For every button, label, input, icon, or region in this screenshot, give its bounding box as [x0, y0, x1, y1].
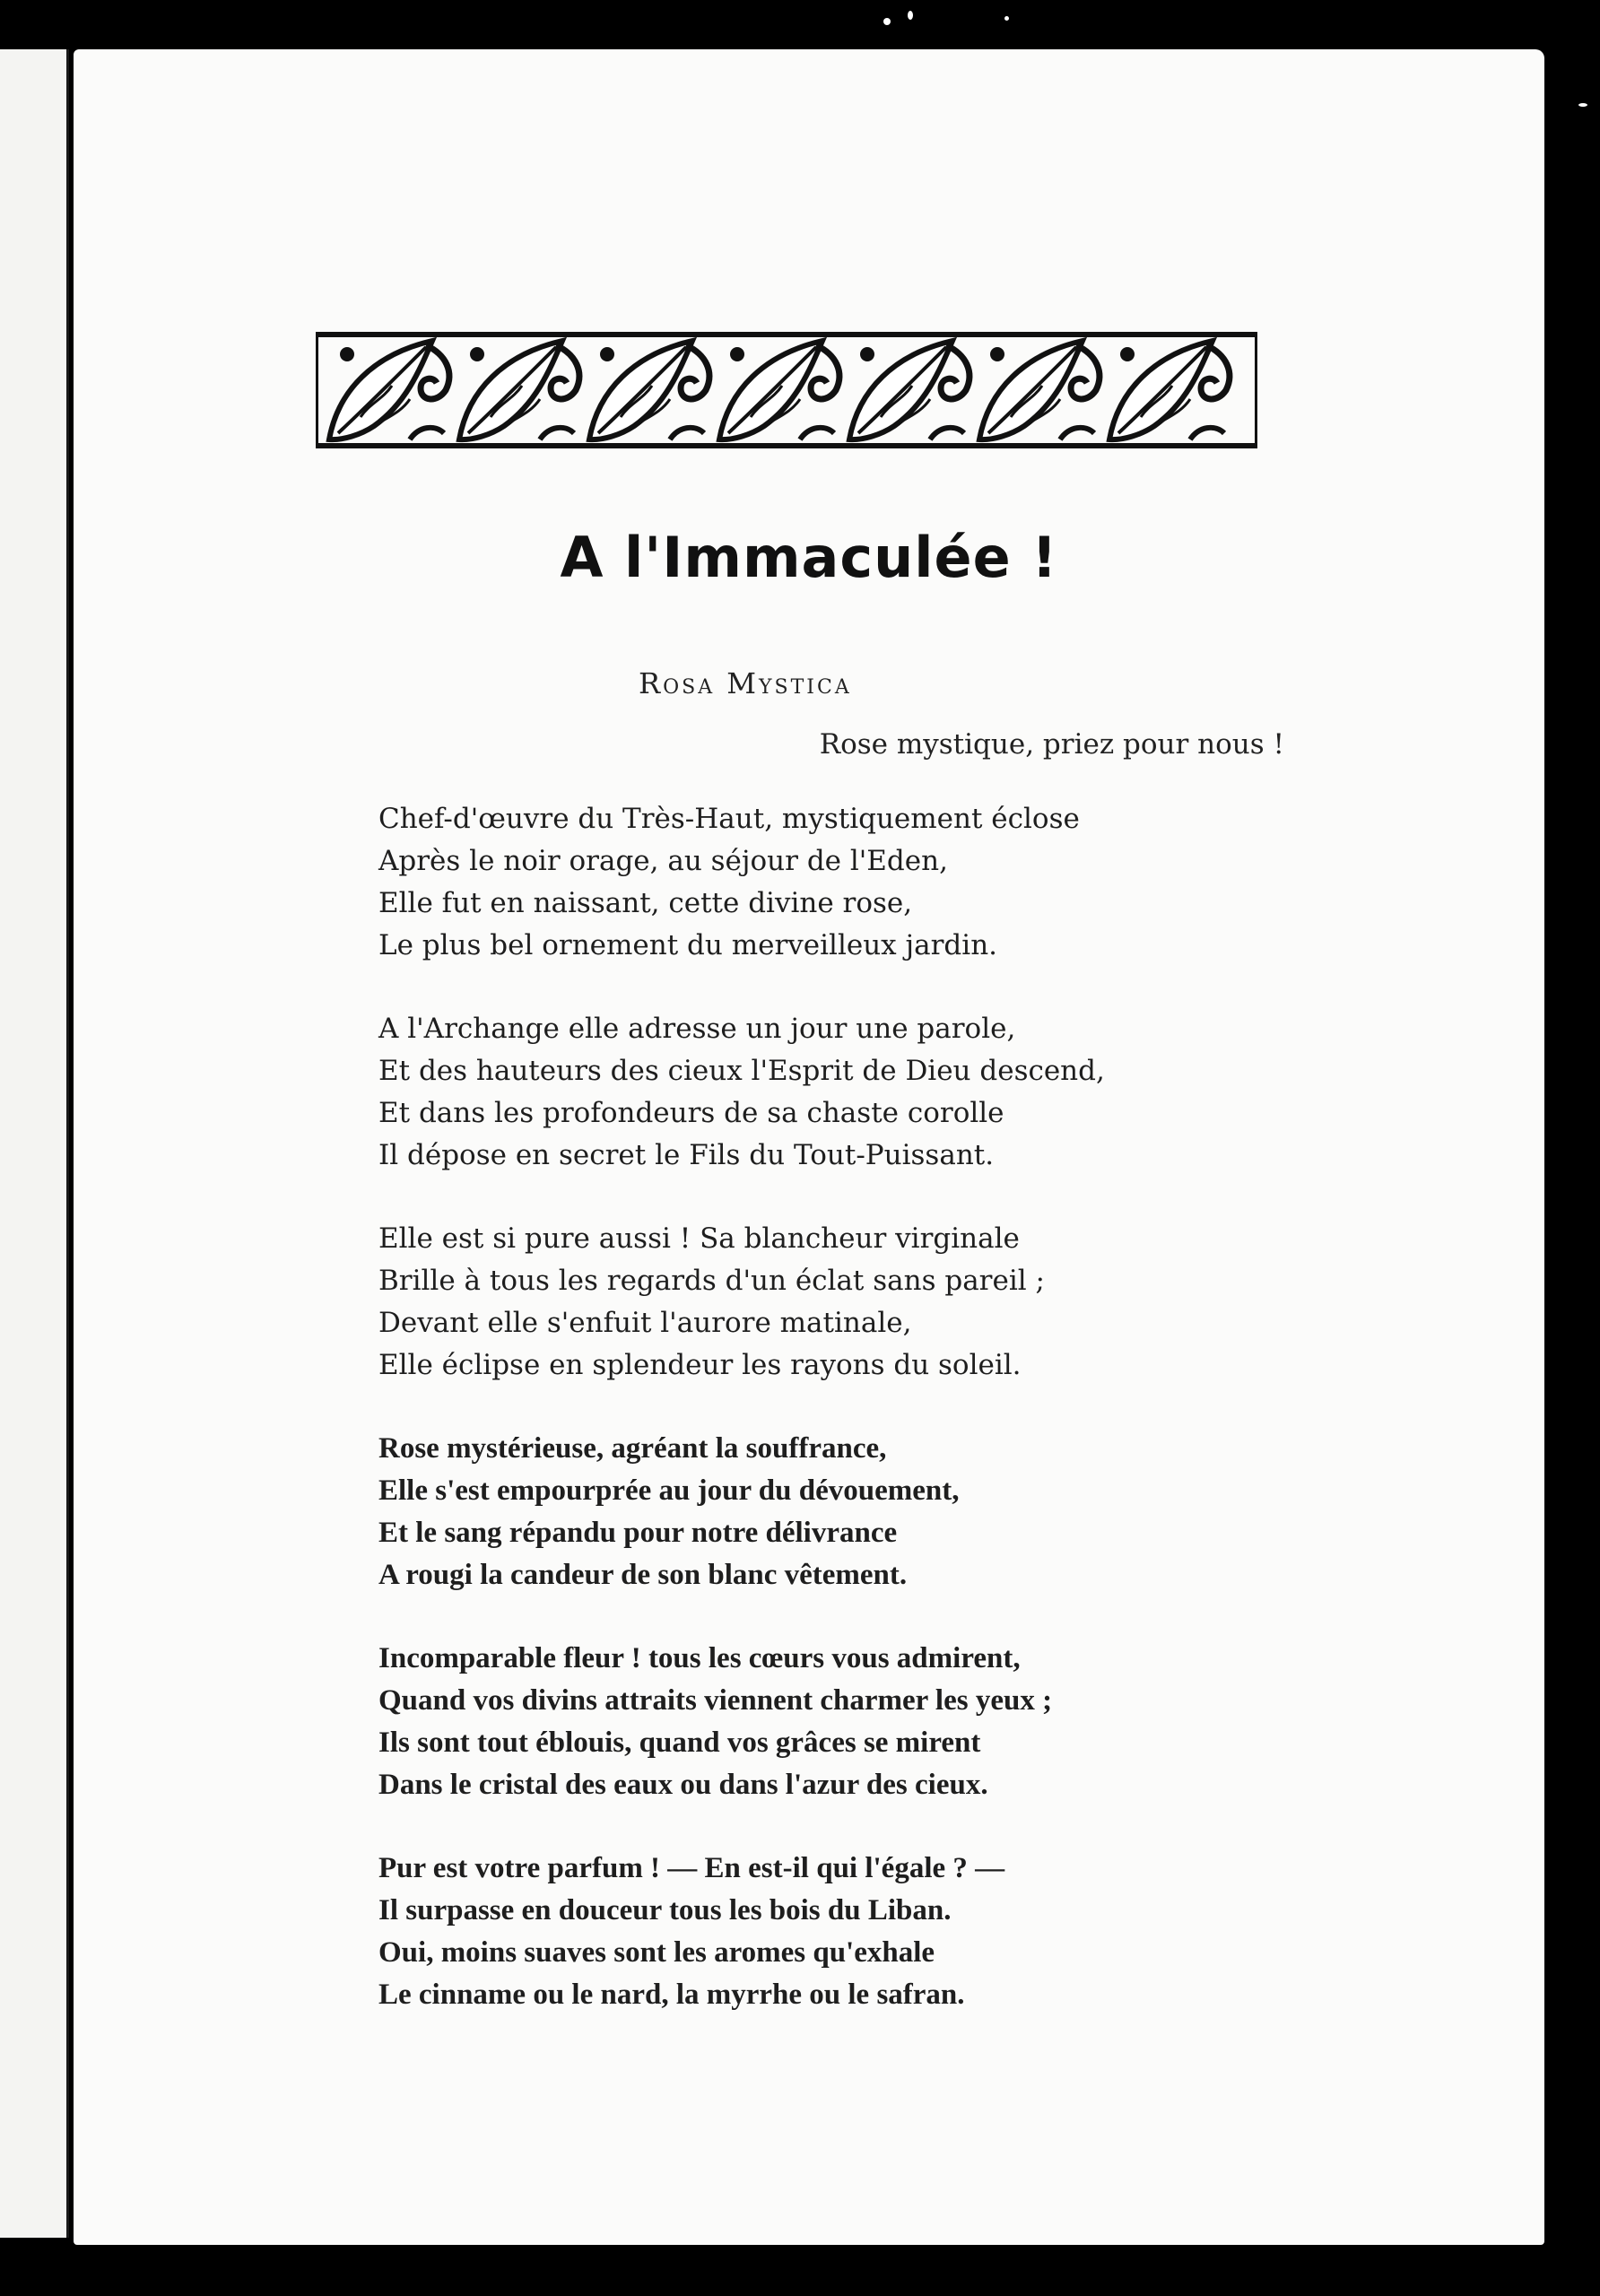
scan-speck	[883, 18, 891, 25]
stanza-4	[378, 1428, 1275, 1596]
poem-line: A rougi la candeur de son blanc vêtement.	[378, 1559, 908, 1591]
poem-line: Pur est votre parfum ! — En est-il qui l'égale ? —	[378, 1852, 1005, 1884]
poem-line: Ils sont tout éblouis, quand vos grâces se mirent	[378, 1726, 981, 1759]
adjacent-page-edge	[0, 49, 69, 2238]
poem-line: Dans le cristal des eaux ou dans l'azur des cieux.	[378, 1769, 988, 1801]
poem-line: Et des hauteurs des cieux l'Esprit de Dieu descend,	[378, 1055, 1105, 1087]
poem-body	[378, 798, 1275, 2057]
poem-subtitle: Rosa Mystica	[639, 666, 852, 700]
poem-line: A l'Archange elle adresse un jour une parole,	[378, 1013, 1016, 1045]
decorative-leaf-border	[316, 318, 1257, 462]
poem-line: Elle éclipse en splendeur les rayons du soleil.	[378, 1349, 1022, 1381]
poem-line: Après le noir orage, au séjour de l'Eden,	[378, 845, 948, 877]
poem-line: Elle fut en naissant, cette divine rose,	[378, 887, 913, 919]
scan-speck	[908, 11, 913, 20]
stanza-1	[378, 798, 1275, 967]
poem-line: Devant elle s'enfuit l'aurore matinale,	[378, 1307, 912, 1339]
stanza-6	[378, 1848, 1275, 2016]
poem-line: Elle s'est empourprée au jour du dévouement,	[378, 1474, 960, 1507]
poem-line: Oui, moins suaves sont les aromes qu'exhale	[378, 1936, 935, 1969]
poem-line: Quand vos divins attraits viennent charmer les yeux ;	[378, 1684, 1053, 1717]
scan-speck	[1004, 16, 1009, 21]
book-page	[74, 49, 1544, 2245]
poem-title: A l'Immaculée !	[560, 525, 1058, 590]
poem-line: Rose mystérieuse, agréant la souffrance,	[378, 1432, 887, 1465]
poem-line: Brille à tous les regards d'un éclat sans pareil ;	[378, 1265, 1045, 1297]
poem-line: Elle est si pure aussi ! Sa blancheur virginale	[378, 1222, 1020, 1255]
poem-line: Il dépose en secret le Fils du Tout-Puissant.	[378, 1139, 995, 1171]
poem-line: Et dans les profondeurs de sa chaste corolle	[378, 1097, 1004, 1129]
poem-line: Il surpasse en douceur tous les bois du Liban.	[378, 1894, 952, 1926]
poem-line: Le cinname ou le nard, la myrrhe ou le safran.	[378, 1979, 965, 2011]
poem-line: Incomparable fleur ! tous les cœurs vous admirent,	[378, 1642, 1021, 1674]
stanza-5	[378, 1638, 1275, 1806]
poem-line: Le plus bel ornement du merveilleux jardin.	[378, 929, 998, 961]
scan-speck	[1578, 103, 1587, 107]
poem-line: Et le sang répandu pour notre délivrance	[378, 1517, 898, 1549]
stanza-2	[378, 1008, 1275, 1177]
stanza-3	[378, 1218, 1275, 1387]
poem-epigraph: Rose mystique, priez pour nous !	[819, 728, 1284, 761]
poem-line: Chef-d'œuvre du Très-Haut, mystiquement éclose	[378, 803, 1080, 835]
